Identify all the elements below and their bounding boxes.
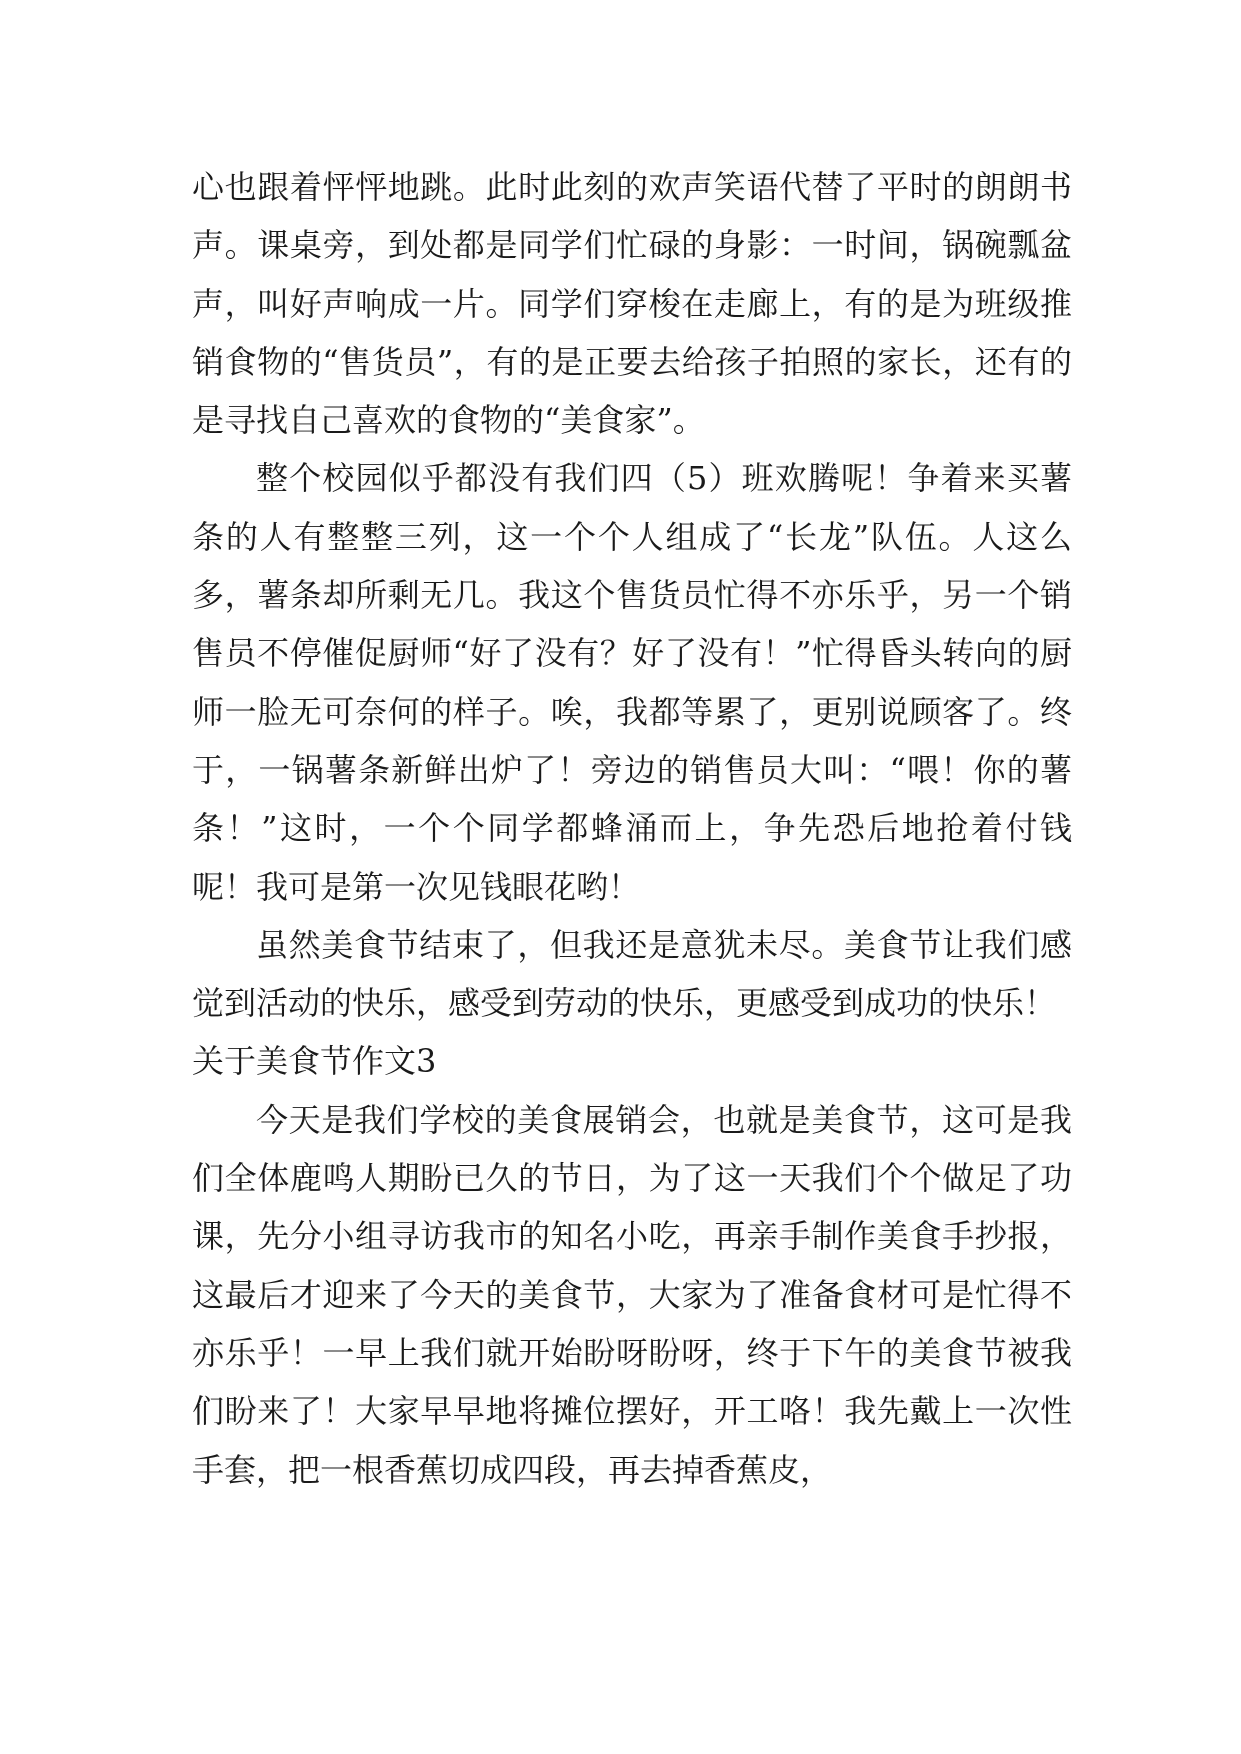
document-body: [192, 158, 1072, 1499]
paragraph-class-booth: 整个校园似乎都没有我们四（5）班欢腾呢！争着来买薯条的人有整整三列，这一个个人组成了“长龙”队伍。人这么多，薯条却所剩无几。我这个售货员忙得不亦乐乎，另一个销售员不停催促厨师“好了没有？好了没有！”忙得昏头转向的厨师一脸无可奈何的样子。唉，我都等累了，更别说顾客了。终于，一锅薯条新鲜出炉了！旁边的销售员大叫：“喂！你的薯条！”这时，一个个同学都蜂涌而上，争先恐后地抢着付钱呢！我可是第一次见钱眼花哟！: [192, 459, 1072, 906]
paragraph-continuation: 心也跟着怦怦地跳。此时此刻的欢声笑语代替了平时的朗朗书声。课桌旁，到处都是同学们忙碌的身影：一时间，锅碗瓢盆声，叫好声响成一片。同学们穿梭在走廊上，有的是为班级推销食物的“售货员”，有的是正要去给孩子拍照的家长，还有的是寻找自己喜欢的食物的“美食家”。: [192, 168, 1072, 440]
paragraph-conclusion: 虽然美食节结束了，但我还是意犹未尽。美食节让我们感觉到活动的快乐，感受到劳动的快乐，更感受到成功的快乐！: [192, 925, 1072, 1023]
section-title: 关于美食节作文3: [192, 1042, 437, 1081]
paragraph-essay-3: 今天是我们学校的美食展销会，也就是美食节，这可是我们全体鹿鸣人期盼已久的节日，为了这一天我们个个做足了功课，先分小组寻访我市的知名小吃，再亲手制作美食手抄报，这最后才迎来了今天的美食节，大家为了准备食材可是忙得不亦乐乎！一早上我们就开始盼呀盼呀，终于下午的美食节被我们盼来了！大家早早地将摊位摆好，开工咯！我先戴上一次性手套，把一根香蕉切成四段，再去掉香蕉皮，: [192, 1100, 1072, 1489]
